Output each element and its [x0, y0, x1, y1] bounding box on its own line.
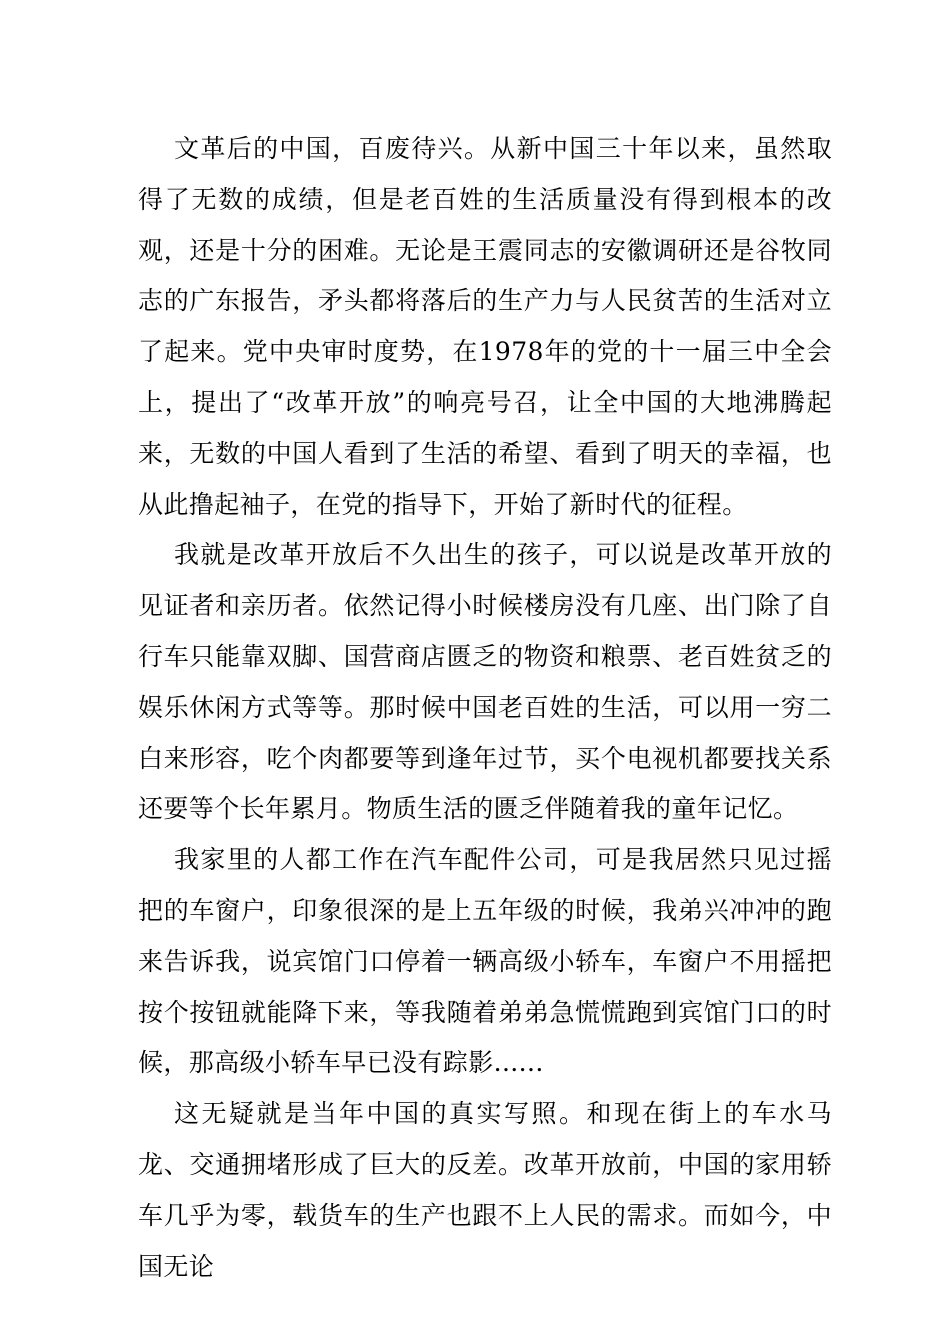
paragraph-3: 我家里的人都工作在汽车配件公司，可是我居然只见过摇把的车窗户，印象很深的是上五年级的时候，我弟兴冲冲的跑来告诉我，说宾馆门口停着一辆高级小轿车，车窗户不用摇把按个按钮就能降下来，等我随着弟弟急慌慌跑到宾馆门口的时候，那高级小轿车早已没有踪影...... [138, 845, 832, 1078]
paragraph-2: 我就是改革开放后不久出生的孩子，可以说是改革开放的见证者和亲历者。依然记得小时候楼房没有几座、出门除了自行车只能靠双脚、国营商店匮乏的物资和粮票、老百姓贫乏的娱乐休闲方式等等。那时候中国老百姓的生活，可以用一穷二白来形容，吃个肉都要等到逢年过节，买个电视机都要找关系还要等个长年累月。物质生活的匮乏伴随着我的童年记忆。 [138, 540, 832, 824]
paragraph-4: 这无疑就是当年中国的真实写照。和现在街上的车水马龙、交通拥堵形成了巨大的反差。改革开放前，中国的家用轿车几乎为零，载货车的生产也跟不上人民的需求。而如今，中国无论 [138, 1099, 832, 1281]
paragraph-1: 文革后的中国，百废待兴。从新中国三十年以来，虽然取得了无数的成绩，但是老百姓的生活质量没有得到根本的改观，还是十分的困难。无论是王震同志的安徽调研还是谷牧同志的广东报告，矛头都将落后的生产力与人民贫苦的生活对立了起来。党中央审时度势，在1978年的党的十一届三中全会上，提出了“改革开放”的响亮号召，让全中国的大地沸腾起来，无数的中国人看到了生活的希望、看到了明天的幸福，也从此撸起袖子，在党的指导下，开始了新时代的征程。 [138, 134, 832, 519]
document-body [138, 124, 832, 1292]
